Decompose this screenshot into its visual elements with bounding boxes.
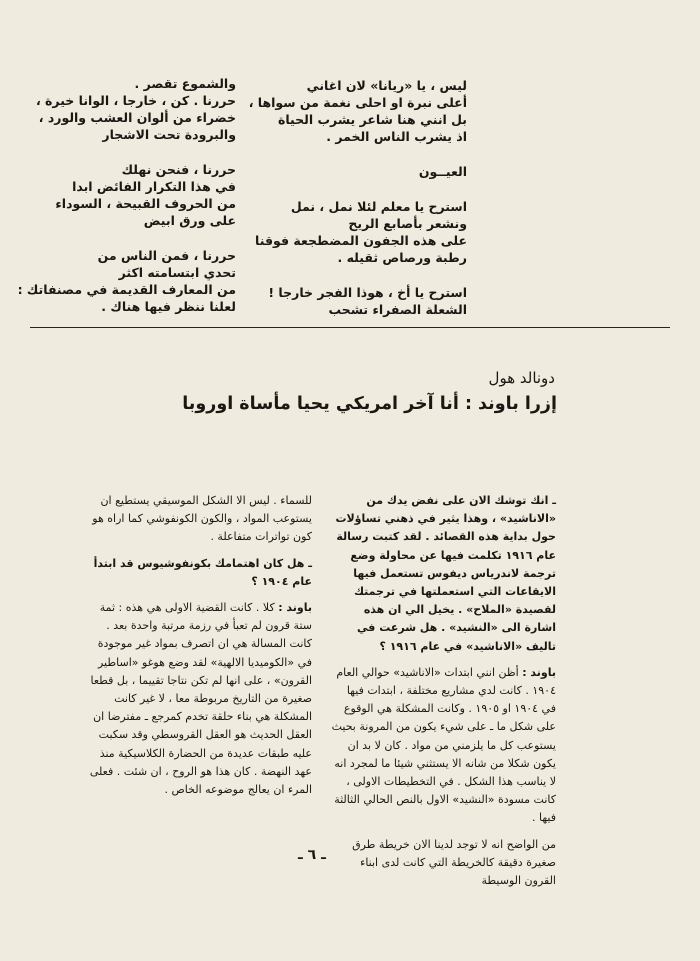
poem-line: من الحروف القبيحة ، السوداء — [55, 196, 236, 211]
poem-line: لعلنا ننظر فيها هناك . — [101, 299, 236, 314]
poem-line: خضراء من ألوان العشب والورد ، — [38, 110, 236, 125]
poem-line: في هذا التكرار الفائض ابدا — [72, 179, 236, 194]
article-column-left — [89, 492, 312, 807]
answer-text: كلا . كانت القضية الاولى هي هذه : ثمة ستة قرون لم تعبأ في رزمة مرتبة واحدة بعد . كانت المسالة هي ان اتصرف بمواد غير موجودة في «الكوميديا الالهية» لقد وضع هوغو «اساطير القرون» ، على انها لم تكن نتاجا تقييما ، بل قطعا صغيرة من التاريخ مربوطة معا ، لا غير كانت المشكلة هي بناء حلقة تخدم كمرجع ـ مفترضا ان العقل الحديث هو العقل القروسطي وقد سكبت عليه طبقات عديدة من الحضارة الكلاسيكية منذ عهد النهضة . كان هذا هو الروح ، ان شئت . فعلى المرء ان يعالج موضوعه الخاص . — [89, 601, 312, 797]
poem-line: استرح يا معلم لئلا نمل ، نمل — [290, 199, 467, 214]
poem-line: تحدي ابتسامته اكثر — [118, 265, 236, 280]
article-column-right — [330, 492, 556, 898]
poem-line: بل انني هنا شاعر يشرب الحياة — [277, 112, 467, 127]
interview-question: ـ هل كان اهتمامك بكونفوشيوس قد ابتدأ عام ١٩٠٤ ؟ — [93, 556, 312, 588]
poem-line: رطبة ورصاص ثقيله . — [337, 250, 467, 265]
poem-line: الشعلة الصفراء تشحب — [328, 302, 467, 317]
poem-line: اذ يشرب الناس الخمر . — [326, 129, 467, 144]
interview-question: ـ انك توشك الان على نفض يدك من «الاناشيد» ، وهذا يثير في ذهني تساؤلات حول بداية هذه القصائد . لقد كتبت رسالة عام ١٩١٦ تكلمت فيها عن محاولة وضع ترجمة لاندرياس ديفوس تستعمل فيها الايقاعات التي استعملتها في ترجمتك لقصيدة «الملاح» . يخيل الي ان هذه اشارة الى «النشيد» . هل شرعت في تاليف «الاناشيد» في عام ١٩١٦ ؟ — [335, 494, 556, 653]
poem-section-heading: العيــون — [418, 164, 467, 179]
article-title: إزرا باوند : أنا آخر امريكي يحيا مأساة اوروبا — [182, 394, 557, 414]
poem-line: على هذه الجفون المضطجعة فوقنا — [255, 233, 467, 248]
interview-answer — [330, 664, 556, 828]
poem-line: حررنا ، فمن الناس من — [97, 248, 236, 263]
poem-line: ليس ، يا «ريانا» لان اغاني — [306, 78, 467, 93]
article-author: دونالد هول — [488, 369, 555, 387]
poem-line: استرح يا أخ ، هوذا الفجر خارجا ! — [268, 285, 467, 300]
answer-text: أظن انني ابتدات «الاناشيد» حوالي العام ١٩٠٤ . كانت لدي مشاريع مختلفة ، ابتدات فيها في ١٩٠٤ او ١٩٠٥ . وكانت المشكلة هي الوقوع على شكل ما ـ على شيء يكون من المرونة بحيث يستوعب كل ما يلزمني من مواد . كان لا بد ان يكون شكلا من شانه الا يستثني شيئا ما لمجرد انه لا يناسب هذا الشكل . في التخطيطات الاولى ، كانت مسودة «النشيد» الاول بالنص الحالي الثالثة فيها . — [331, 665, 556, 825]
poem-line: ونشعر بأصابع الريح — [348, 216, 467, 231]
poem-line: أعلى نبرة او احلى نغمة من سواها ، — [248, 95, 467, 110]
speaker-label: باوند : — [278, 601, 312, 615]
poem-column-right — [197, 77, 467, 336]
page-number: ـ ٦ ـ — [298, 847, 326, 863]
poem-column-left — [17, 75, 236, 333]
interview-answer — [89, 599, 312, 799]
poem-line: حررنا ، فنحن نهلك — [121, 162, 236, 177]
poem-line: حررنا . كن ، خارجا ، الوانا خيرة ، — [35, 93, 236, 108]
poem-line: على ورق ابيض — [143, 213, 236, 228]
poem-line: والشموع تقصر . — [134, 76, 236, 91]
poem-line: من المعارف القديمة في مصنفاتك : — [17, 282, 236, 297]
section-divider — [30, 327, 670, 328]
body-paragraph: من الواضح انه لا توجد لدينا الان خريطة طرق صغيرة دقيقة كالخريطة التي كانت لدى ابناء القرون الوسيطة — [352, 837, 556, 888]
body-paragraph: للسماء . ليس الا الشكل الموسيقي يستطيع ان يستوعب المواد ، والكون الكونفوشي كما اراه هو كون تواترات متفاعلة . — [92, 494, 312, 544]
speaker-label: باوند : — [522, 665, 556, 679]
poem-line: والبرودة تحت الاشجار — [102, 127, 236, 142]
